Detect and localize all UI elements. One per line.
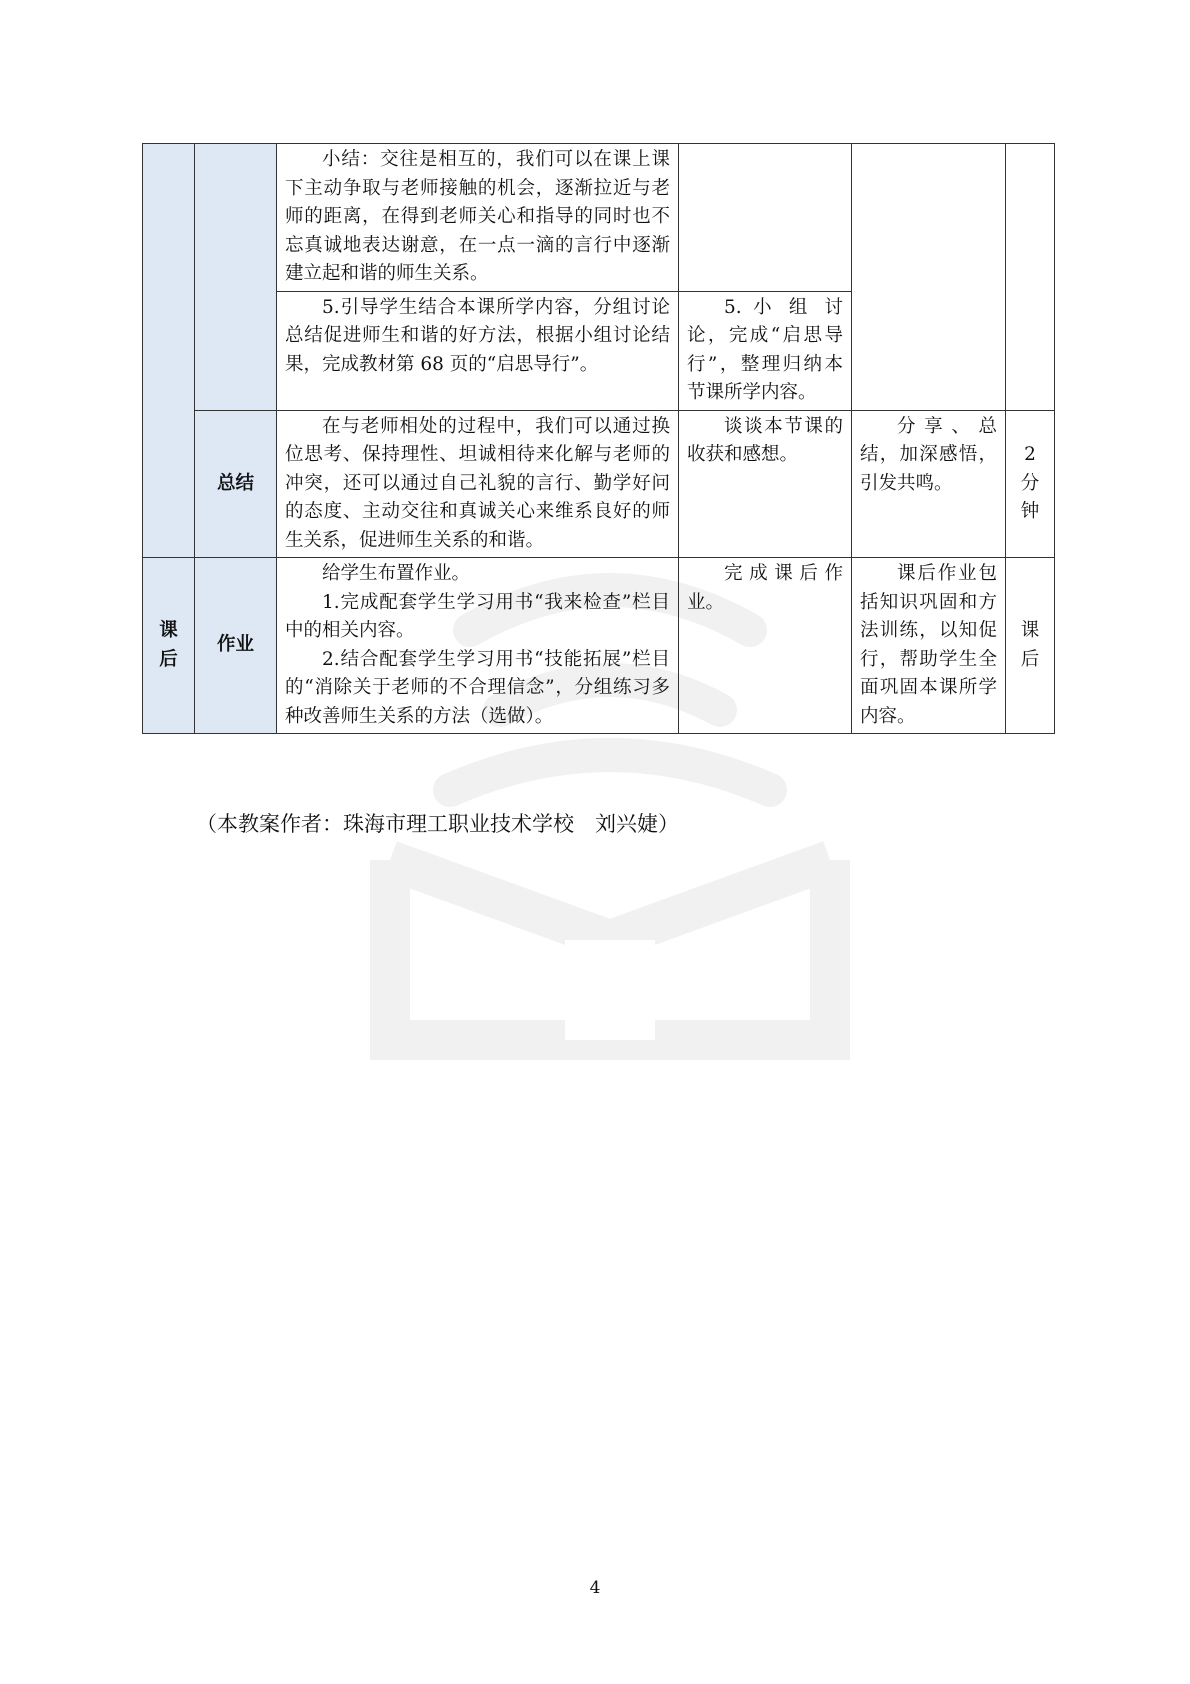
design-purpose-cell: 课后作业包括知识巩固和方法训练，以知促行，帮助学生全面巩固本课所学内容。 xyxy=(852,558,1006,734)
student-activity-cell: 完成课后作业。 xyxy=(679,558,852,734)
teaching-content-cell: 小结：交往是相互的，我们可以在课上课下主动争取与老师接触的机会，逐渐拉近与老师的距离，在得到老师关心和指导的同时也不忘真诚地表达谢意，在一点一滴的言行中逐渐建立起和谐的师生关系。 xyxy=(277,144,679,292)
homework-item: 2.结合配套学生学习用书“技能拓展”栏目的“消除关于老师的不合理信念”，分组练习多种改善师生关系的方法（选做）。 xyxy=(285,648,670,727)
phase-label-after-class xyxy=(143,558,195,734)
design-purpose-cell xyxy=(852,144,1006,411)
phase-char: 课 xyxy=(159,620,178,641)
author-note: （本教案作者：珠海市理工职业技术学校 刘兴婕） xyxy=(196,812,679,836)
student-activity-cell: 谈谈本节课的收获和感想。 xyxy=(679,410,852,558)
teaching-content-cell xyxy=(277,558,679,734)
teaching-content-cell: 5.引导学生结合本课所学内容，分组讨论总结促进师生和谐的好方法，根据小组讨论结果，完成教材第 68 页的“启思导行”。 xyxy=(277,291,679,410)
phase-char: 后 xyxy=(159,648,178,670)
time-number: 2 xyxy=(1024,444,1036,465)
stage-label-homework: 作业 xyxy=(195,558,277,734)
time-cell xyxy=(1006,558,1055,734)
table-row xyxy=(143,558,1055,734)
time-cell xyxy=(1006,144,1055,411)
stage-label-summary: 总结 xyxy=(195,410,277,558)
homework-item: 1.完成配套学生学习用书“我来检查”栏目中的相关内容。 xyxy=(285,591,670,641)
time-char: 后 xyxy=(1020,648,1040,670)
table-row xyxy=(143,410,1055,558)
time-char: 课 xyxy=(1020,620,1040,641)
student-activity-cell: 5. 小 组 讨 论，完成“启思导行”，整理归纳本节课所学内容。 xyxy=(679,291,852,410)
phase-cell xyxy=(143,144,195,558)
time-unit: 分 xyxy=(1020,472,1040,494)
table-row xyxy=(143,144,1055,292)
lesson-plan-table xyxy=(142,143,1055,734)
time-unit: 钟 xyxy=(1020,501,1040,522)
page-number: 4 xyxy=(589,1578,601,1598)
teaching-content-cell: 在与老师相处的过程中，我们可以通过换位思考、保持理性、坦诚相待来化解与老师的冲突，还可以通过自己礼貌的言行、勤学好问的态度、主动交往和真诚关心来维系良好的师生关系，促进师生关系的和谐。 xyxy=(277,410,679,558)
time-cell xyxy=(1006,410,1055,558)
design-purpose-cell: 分享、总结，加深感悟，引发共鸣。 xyxy=(852,410,1006,558)
stage-cell xyxy=(195,144,277,411)
homework-intro: 给学生布置作业。 xyxy=(322,563,471,584)
student-activity-cell xyxy=(679,144,852,292)
